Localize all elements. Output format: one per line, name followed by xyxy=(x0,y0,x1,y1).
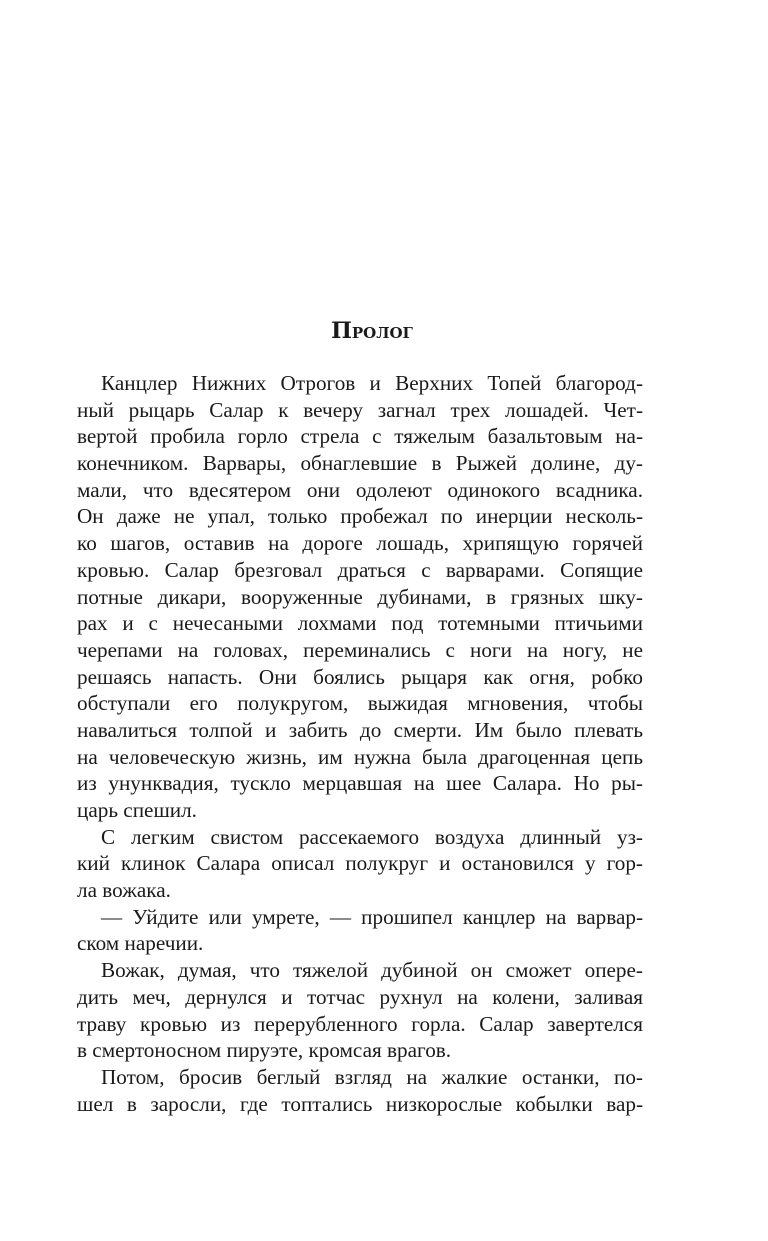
text-line: решаясь напасть. Они боялись рыцаря как огня, робко xyxy=(77,664,643,689)
paragraph xyxy=(77,824,643,904)
text-line: ный рыцарь Салар к вечеру загнал трех лошадей. Чет- xyxy=(77,397,643,422)
text-line: кровью. Салар брезговал драться с варварами. Сопящие xyxy=(77,557,643,582)
text-line: Потом, бросив беглый взгляд на жалкие останки, по- xyxy=(101,1064,643,1089)
text-line: потные дикари, вооруженные дубинами, в грязных шку- xyxy=(77,584,643,609)
text-line: черепами на головах, переминались с ноги на ногу, не xyxy=(77,637,643,662)
text-line: навалиться толпой и забить до смерти. Им было плевать xyxy=(77,717,643,742)
text-line: ко шагов, оставив на дороге лошадь, хрипящую горячей xyxy=(77,531,643,556)
text-line: Канцлер Нижних Отрогов и Верхних Топей благород- xyxy=(101,371,643,395)
text-line: на человеческую жизнь, им нужна была драгоценная цепь xyxy=(77,744,643,769)
text-line: ла вожака. xyxy=(77,878,171,903)
paragraph xyxy=(77,1064,643,1117)
text-line: шел в заросли, где топтались низкорослые кобылки вар- xyxy=(77,1091,643,1116)
text-line: обступали его полукругом, выжидая мгновения, чтобы xyxy=(77,691,643,716)
paragraph xyxy=(77,370,643,824)
text-line: ском наречии. xyxy=(77,931,204,956)
text-line: дить меч, дернулся и тотчас рухнул на колени, заливая xyxy=(77,984,643,1009)
text-line: траву кровью из перерубленного горла. Салар завертелся xyxy=(77,1011,643,1036)
text-line: в смертоносном пируэте, кромсая врагов. xyxy=(77,1038,452,1063)
text-line: из унунквадия, тускло мерцавшая на шее Салара. Но ры- xyxy=(77,771,643,796)
text-line: кий клинок Салара описал полукруг и остановился у гор- xyxy=(77,851,643,876)
body-text xyxy=(77,370,643,1117)
text-line: царь спешил. xyxy=(77,798,197,822)
text-line: — Уйдите или умрете, — прошипел канцлер на варвар- xyxy=(101,904,643,929)
text-line: Вожак, думая, что тяжелой дубиной он сможет опере- xyxy=(101,958,643,983)
paragraph xyxy=(77,904,643,957)
chapter-title: Пролог xyxy=(331,318,413,344)
text-line: Он даже не упал, только пробежал по инерции несколь- xyxy=(77,504,643,529)
text-line: С легким свистом рассекаемого воздуха длинный уз- xyxy=(101,824,643,849)
paragraph xyxy=(77,957,643,1064)
text-line: вертой пробила горло стрела с тяжелым базальтовым на- xyxy=(77,424,643,449)
text-line: мали, что вдесятером они одолеют одинокого всадника. xyxy=(77,477,643,502)
text-line: конечником. Варвары, обнаглевшие в Рыжей долине, ду- xyxy=(77,451,643,476)
text-line: рах и с нечесаными лохмами под тотемными птичьими xyxy=(77,611,643,636)
